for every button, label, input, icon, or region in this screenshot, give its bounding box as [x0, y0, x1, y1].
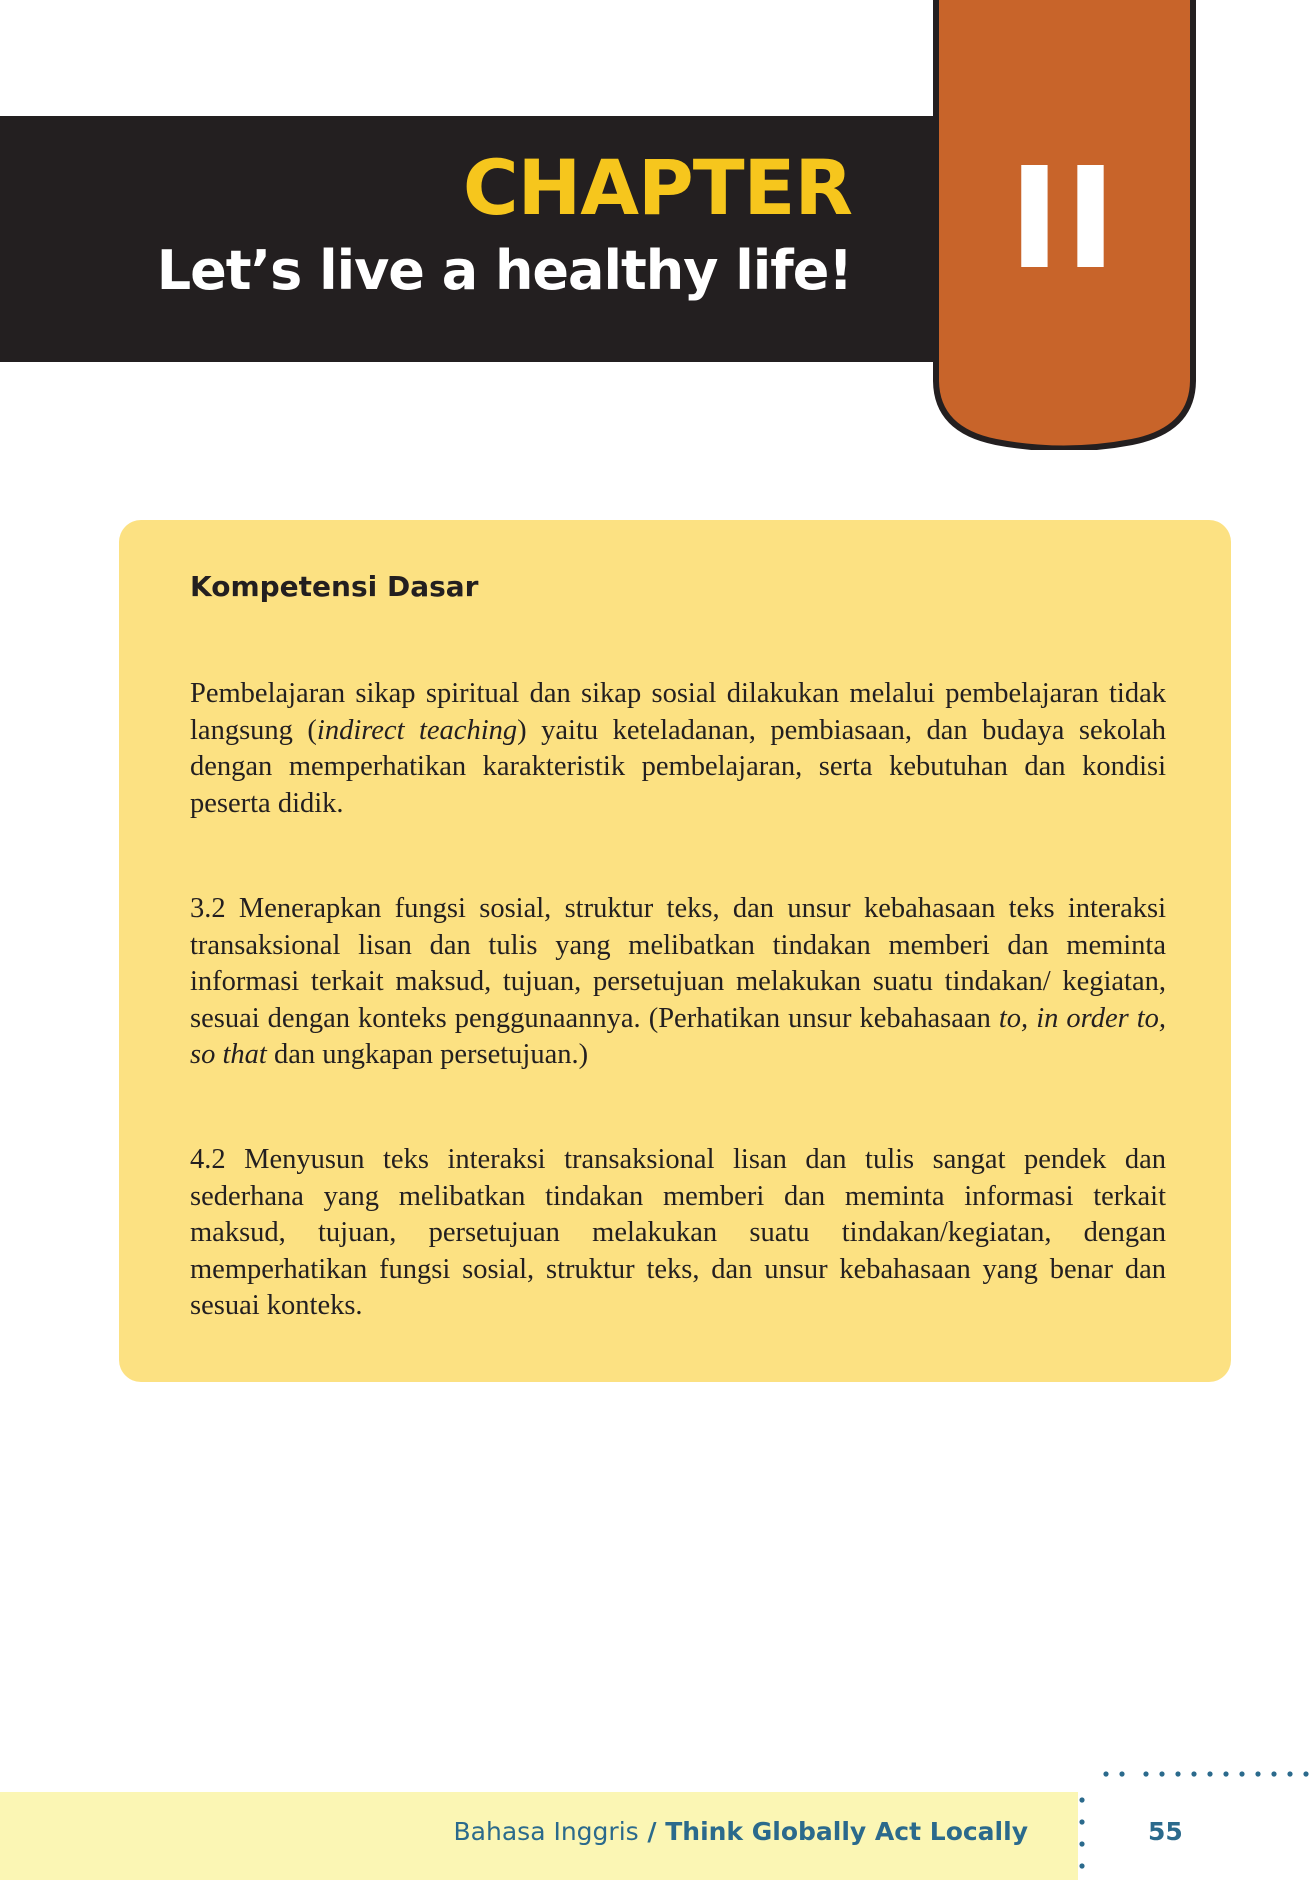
chapter-title: Let’s live a healthy life! [156, 239, 852, 302]
decorative-dots [1070, 1760, 1316, 1880]
footer-book-name: Bahasa Inggris [453, 1817, 639, 1846]
footer-series: Think Globally Act Locally [665, 1817, 1028, 1846]
competency-heading: Kompetensi Dasar [190, 570, 479, 603]
footer-book-title [454, 1817, 1028, 1846]
chapter-numeral: II [1008, 138, 1121, 301]
competency-paragraph-3: 4.2 Menyusun teks interaksi transaksional lisan dan tulis sangat pendek dan sederhana yang melibatkan tindakan memberi dan meminta informasi terkait maksud, tujuan, persetujuan melakukan suatu tindakan/kegiatan, dengan memperhatikan fungsi sosial, struktur teks, dan unsur kebahasaan yang benar dan sesuai konteks. [190, 1144, 1166, 1321]
italic-term: indirect teaching [316, 714, 518, 746]
page-number: 55 [1148, 1817, 1183, 1846]
competency-paragraph-2: 3.2 Menerapkan fungsi sosial, struktur teks, dan unsur kebahasaan teks interaksi transaksional lisan dan tulis yang melibatkan tindakan memberi dan meminta informasi terkait maksud, tujuan, persetujuan melakukan suatu tindakan/ kegiatan, sesuai dengan konteks penggunaannya. (Perhatikan unsur kebahasaan to, in order to, so that dan ungkapan persetujuan.) [190, 893, 1167, 1070]
competency-paragraph-1: Pembelajaran sikap spiritual dan sikap sosial dilakukan melalui pembelajaran tidak langsung (indirect teaching) yaitu keteladanan, pembiasaan, dan budaya sekolah dengan memperhatikan karakteristik pembelajaran, serta kebutuhan dan kondisi peserta didik. [190, 678, 1166, 819]
italic-term: to, in order to, so that [190, 1002, 1167, 1070]
chapter-label: CHAPTER [462, 143, 852, 232]
footer-separator: / [638, 1817, 666, 1846]
